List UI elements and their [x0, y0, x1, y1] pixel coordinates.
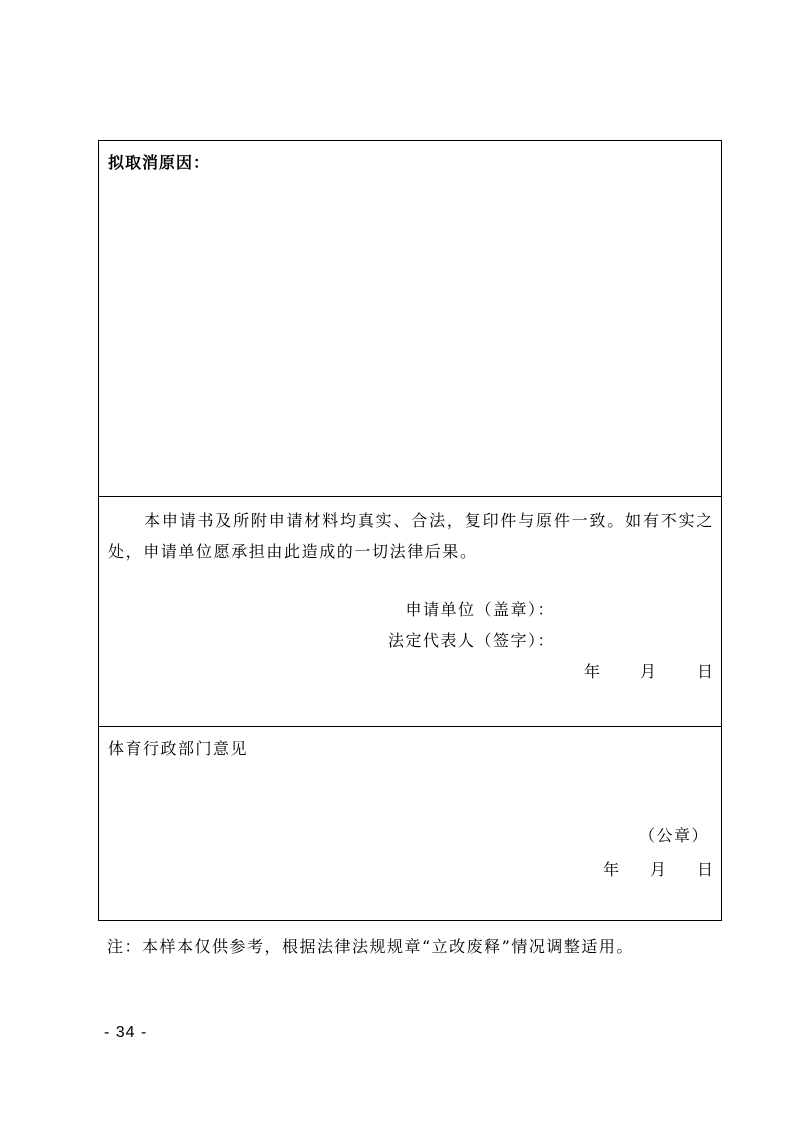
opinion-section	[99, 727, 721, 920]
reason-label: 拟取消原因：	[108, 153, 211, 172]
reason-section	[99, 141, 721, 497]
opinion-date-day-label: 日	[697, 860, 714, 879]
opinion-label: 体育行政部门意见	[108, 739, 249, 758]
declaration-text: 本申请书及所附申请材料均真实、合法，复印件与原件一致。如有不实之处，申请单位愿承担由此造成的一切法律后果。	[108, 511, 714, 561]
form-table	[98, 140, 722, 921]
page-number: - 34 -	[104, 1024, 148, 1041]
opinion-date-row	[99, 857, 721, 879]
footnote: 注：本样本仅供参考，根据法律法规规章“立改废释”情况调整适用。	[107, 937, 634, 956]
date-day-label: 日	[697, 662, 714, 681]
applicant-unit-label: 申请单位（盖章）：	[405, 600, 555, 619]
declaration-section	[99, 497, 721, 727]
opinion-date-month-label: 月	[650, 860, 667, 879]
opinion-date-year-label: 年	[603, 860, 620, 879]
declaration-date-row	[99, 659, 721, 681]
official-seal-label: （公章）	[638, 826, 709, 845]
date-month-label: 月	[640, 662, 657, 681]
legal-representative-label: 法定代表人（签字）：	[387, 631, 555, 650]
date-year-label: 年	[584, 662, 601, 681]
